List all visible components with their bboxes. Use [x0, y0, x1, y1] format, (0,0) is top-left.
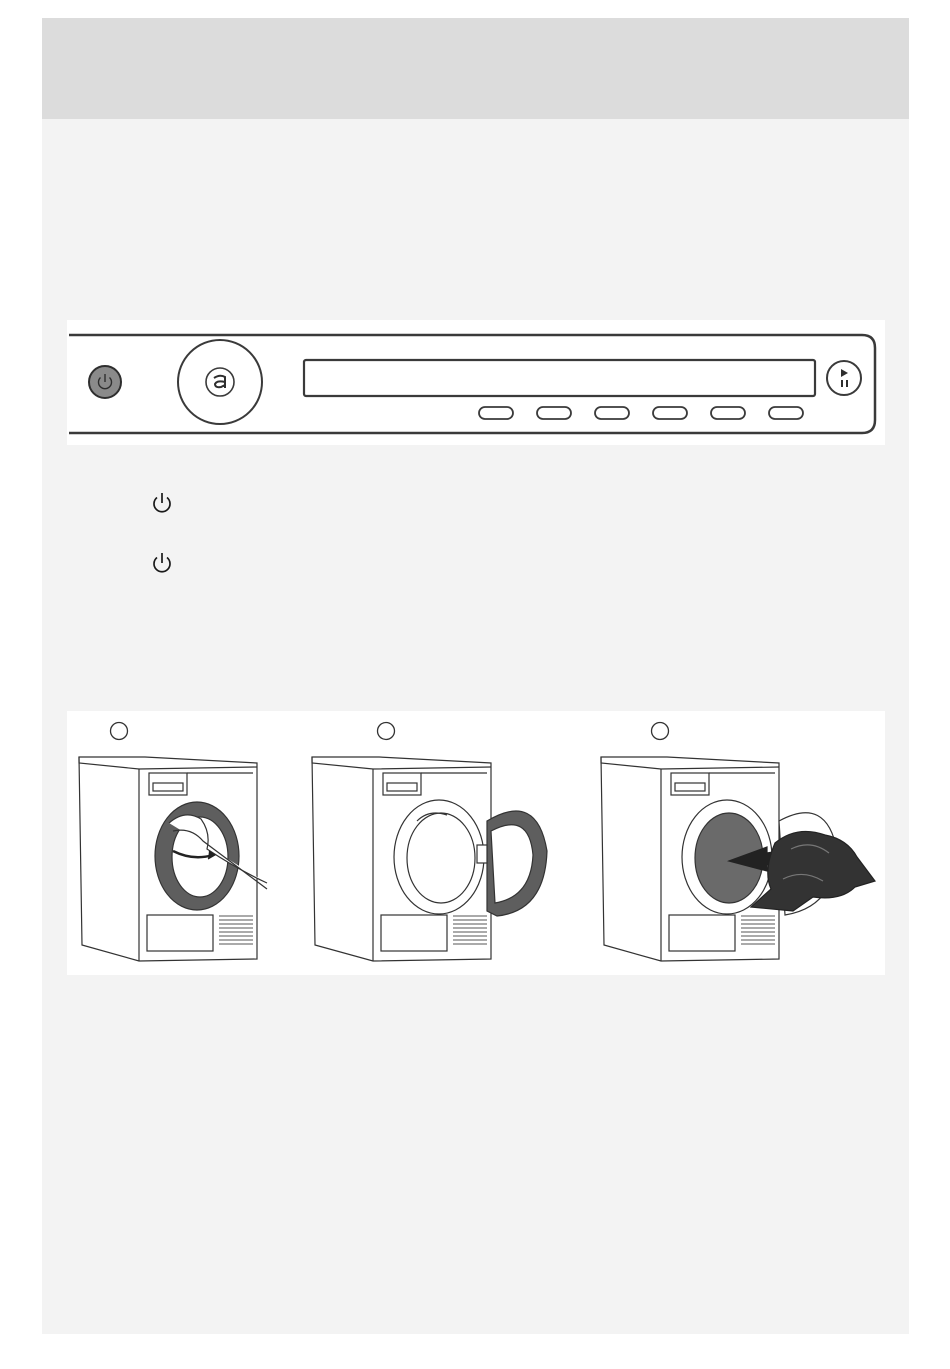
step-marker-2: [378, 723, 395, 740]
step-1: [79, 723, 267, 962]
option-button-3: [595, 407, 629, 419]
loading-steps-illustration: [67, 711, 885, 975]
control-panel-illustration: [67, 320, 885, 445]
power-icon: [150, 491, 174, 515]
control-panel-svg: [67, 320, 885, 445]
start-pause-button: [827, 361, 861, 395]
loading-steps-svg: [67, 711, 885, 975]
start-pause-disc: [827, 361, 861, 395]
step-2: [312, 723, 547, 962]
instruction-power-icon-1: [150, 491, 174, 515]
dryer-door-closing-icon: [79, 757, 267, 961]
power-button: [89, 366, 121, 398]
option-button-2: [537, 407, 571, 419]
option-button-4: [653, 407, 687, 419]
step-3: [601, 723, 875, 962]
power-icon: [150, 551, 174, 575]
page-header-band: [42, 18, 909, 119]
step-marker-1: [111, 723, 128, 740]
program-dial: [178, 340, 262, 424]
option-button-1: [479, 407, 513, 419]
manual-page: [42, 18, 909, 1334]
step-marker-3: [652, 723, 669, 740]
option-button-6: [769, 407, 803, 419]
display-screen: [304, 360, 815, 396]
dryer-door-open-icon: [312, 757, 547, 961]
dryer-loading-laundry-icon: [601, 757, 875, 961]
instruction-power-icon-2: [150, 551, 174, 575]
option-button-5: [711, 407, 745, 419]
